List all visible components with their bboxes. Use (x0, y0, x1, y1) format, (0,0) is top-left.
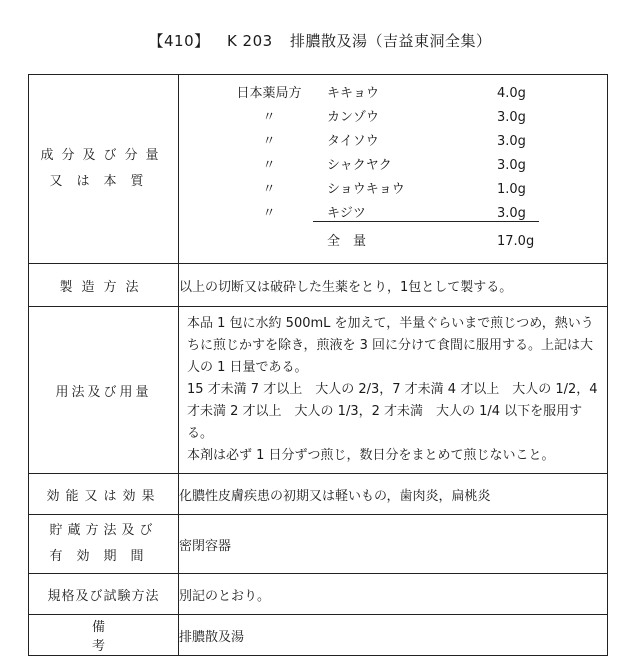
usage-text-cell (179, 307, 608, 474)
efficacy-text: 化膿性皮膚疾患の初期又は軽いもの，歯肉炎，扁桃炎 (179, 474, 608, 515)
composition-row (29, 75, 608, 264)
manufacturing-text: 以上の切断又は破砕した生薬をとり，1包として製する。 (179, 264, 608, 307)
storage-row (29, 515, 608, 574)
ingredient-row (179, 154, 599, 178)
remarks-row (29, 615, 608, 656)
ingredient-amount: 1.0g (497, 182, 526, 197)
ingredient-row (179, 130, 599, 154)
ingredient-name: タイソウ (327, 134, 379, 149)
ingredients-cell (179, 75, 608, 264)
usage-row (29, 307, 608, 474)
formula-number: 【410】 (148, 32, 210, 50)
ingredient-source: 〃 (262, 134, 276, 149)
usage-label: 用法及び用量 (29, 307, 179, 474)
ingredient-source: 〃 (262, 206, 276, 221)
storage-label-cell (29, 515, 179, 574)
total-row (179, 230, 599, 254)
composition-label-line1: 成分及び分量 (40, 148, 167, 163)
ingredient-amount: 3.0g (497, 134, 526, 149)
ingredient-source: 〃 (262, 182, 276, 197)
usage-paragraph: 本剤は必ず 1 日分ずつ煎じ，数日分をまとめて煎じないこと。 (187, 448, 555, 463)
efficacy-label: 効能又は効果 (29, 474, 179, 515)
ingredient-source: 日本薬局方 (236, 86, 302, 101)
efficacy-row (29, 474, 608, 515)
ingredient-name: キキョウ (327, 86, 380, 101)
remarks-label: 備考 (29, 615, 179, 656)
ingredient-row (179, 82, 599, 106)
ingredient-name: キジツ (327, 206, 366, 221)
ingredient-amount: 4.0g (497, 86, 526, 101)
ingredient-name: カンゾウ (327, 110, 380, 125)
formula-code: K 203 (226, 32, 273, 50)
usage-paragraph: 15 才未満 7 才以上 大人の 2/3，7 才未満 4 才以上 大人の 1/2，4 才未満 2 才以上 大人の 1/3，2 才未満 大人の 1/4 以下を服用する。 (187, 382, 598, 441)
ingredient-row (179, 202, 599, 226)
total-divider (313, 221, 539, 222)
ingredient-list (179, 76, 607, 262)
remarks-text: 排膿散及湯 (179, 615, 608, 656)
formula-name: 排膿散及湯（吉益東洞全集） (289, 32, 492, 50)
manufacturing-label: 製造方法 (29, 264, 179, 307)
formula-table (28, 74, 608, 656)
specs-label: 規格及び試験方法 (29, 574, 179, 615)
ingredient-source: 〃 (262, 110, 276, 125)
total-label: 全 量 (327, 234, 367, 249)
storage-label-line2: 有効期間 (49, 549, 158, 564)
page-title (0, 30, 640, 51)
ingredient-amount: 3.0g (497, 110, 526, 125)
manufacturing-row (29, 264, 608, 307)
ingredient-amount: 3.0g (497, 158, 526, 173)
composition-label-line2: 又は本質 (49, 174, 158, 189)
ingredient-amount: 3.0g (497, 206, 526, 221)
total-amount: 17.0g (497, 234, 535, 249)
usage-paragraph: 本品 1 包に水約 500mL を加えて，半量ぐらいまで煎じつめ，熱いうちに煎じかすを除き，煎液を 3 回に分けて食間に服用する。上記は大人の 1 日量である。 (187, 316, 594, 375)
storage-text: 密閉容器 (179, 515, 608, 574)
composition-label-cell (29, 75, 179, 264)
ingredient-row (179, 106, 599, 130)
specs-text: 別記のとおり。 (179, 574, 608, 615)
storage-label-line1: 貯蔵方法及び (49, 523, 158, 538)
ingredient-name: シャクヤク (327, 158, 392, 173)
specs-row (29, 574, 608, 615)
ingredient-source: 〃 (262, 158, 276, 173)
ingredient-row (179, 178, 599, 202)
ingredient-name: ショウキョウ (327, 182, 405, 197)
